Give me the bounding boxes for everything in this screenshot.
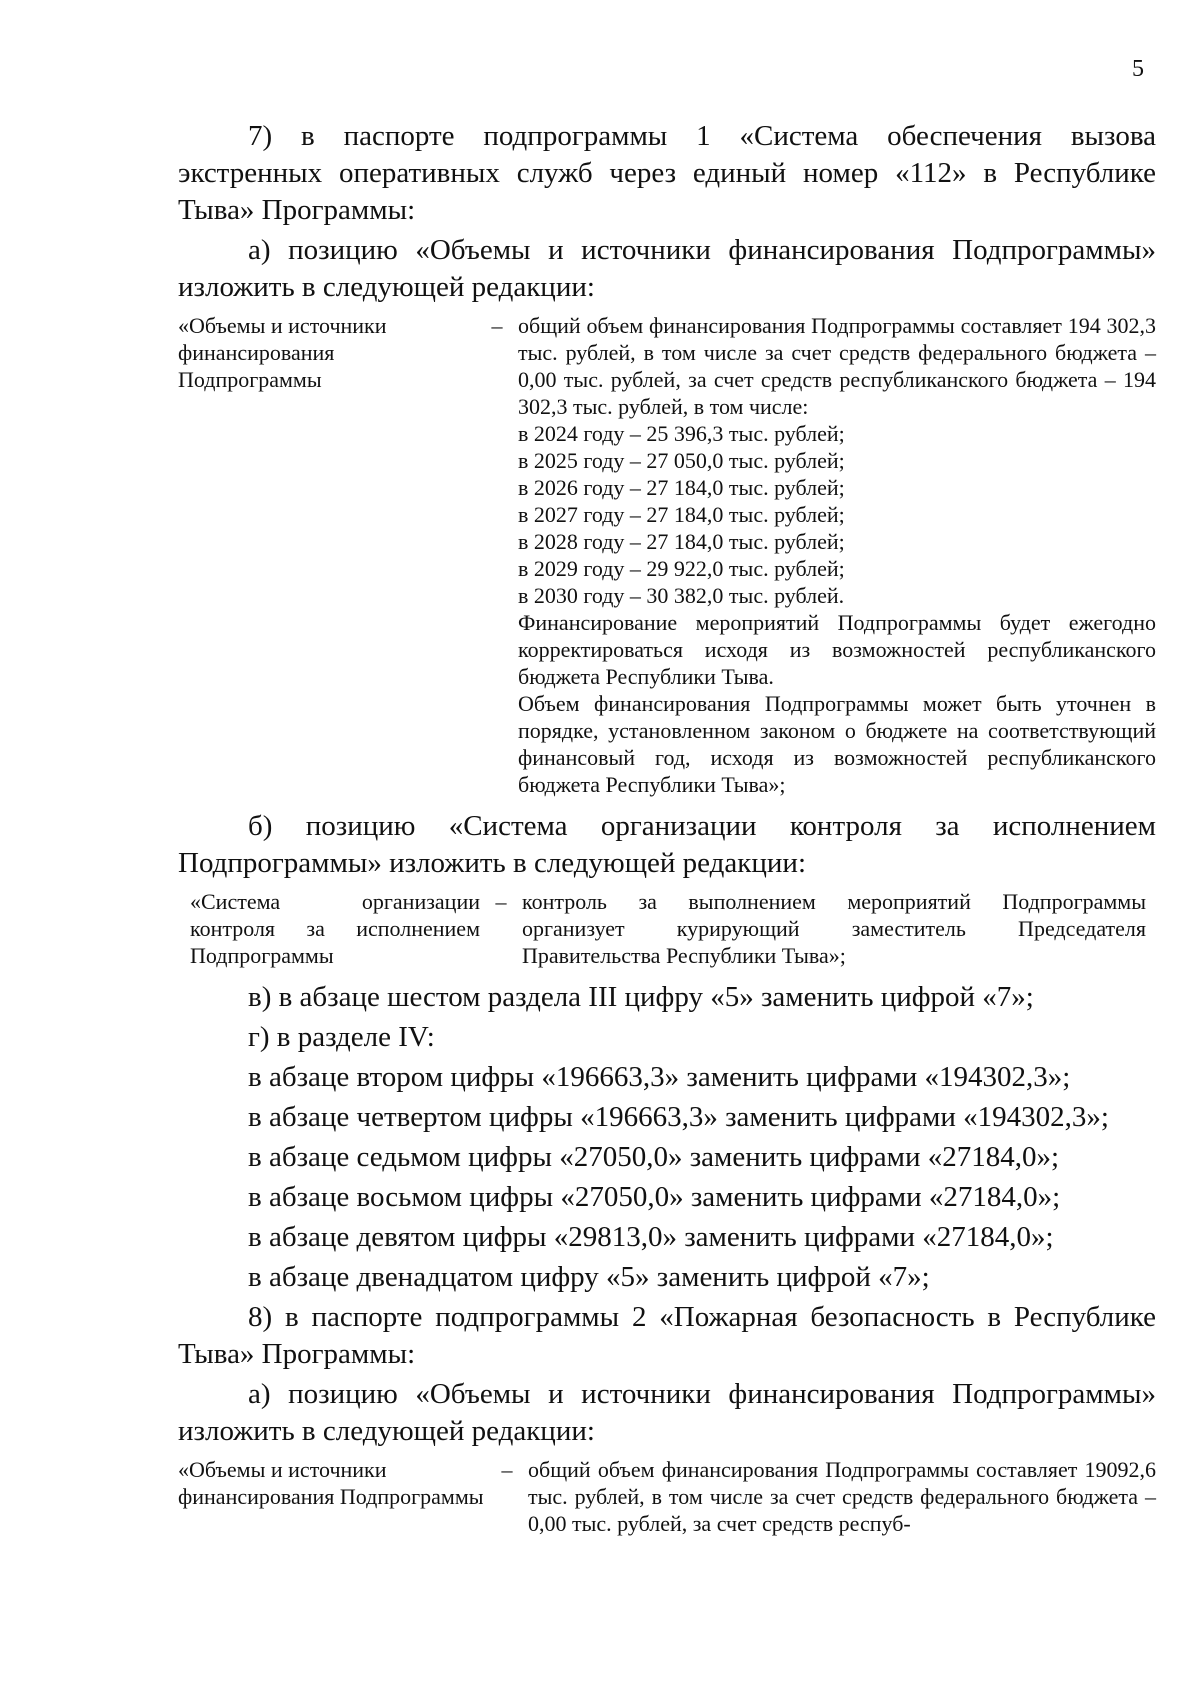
paragraph-amend-2: в абзаце втором цифры «196663,3» заменить цифрами «194302,3»; bbox=[248, 1061, 1071, 1093]
financing-year-2028: в 2028 году – 27 184,0 тыс. рублей; bbox=[518, 529, 845, 554]
paragraph-7v: в) в абзаце шестом раздела III цифру «5» заменить цифрой «7»; bbox=[248, 981, 1034, 1013]
financing-note-1: Финансирование мероприятий Подпрограммы будет ежегодно корректироваться исходя из возможностей республиканского бюджета Республики Тыва. bbox=[518, 610, 1156, 689]
table-label: «Объемы и источники финансирования Подпрограммы bbox=[178, 1457, 484, 1509]
financing-year-2025: в 2025 году – 27 050,0 тыс. рублей; bbox=[518, 448, 845, 473]
page-number: 5 bbox=[1132, 56, 1144, 82]
financing-table-subprogram-2 bbox=[178, 1456, 1156, 1537]
document-body bbox=[178, 118, 1156, 1547]
table-label: «Система организации контроля за исполнением Подпрограммы bbox=[190, 889, 480, 968]
paragraph-8a: а) позицию «Объемы и источники финансирования Подпрограммы» изложить в следующей редакции: bbox=[178, 1378, 1156, 1447]
table-value: общий объем финансирования Подпрограммы составляет 19092,6 тыс. рублей, в том числе за счет средств федерального бюджета – 0,00 тыс. рублей, за счет средств респуб- bbox=[528, 1457, 1156, 1536]
paragraph-amend-7: в абзаце седьмом цифры «27050,0» заменить цифрами «27184,0»; bbox=[248, 1141, 1060, 1173]
table-value: контроль за выполнением мероприятий Подпрограммы организует курирующий заместитель Председателя Правительства Республики Тыва»; bbox=[522, 889, 1146, 968]
table-label: «Объемы и источники финансирования Подпрограммы bbox=[178, 313, 387, 392]
table-dash: – bbox=[495, 889, 507, 914]
paragraph-7b: б) позицию «Система организации контроля за исполнением Подпрограммы» изложить в следующей редакции: bbox=[178, 810, 1156, 879]
paragraph-7: 7) в паспорте подпрограммы 1 «Система обеспечения вызова экстренных оперативных служб через единый номер «112» в Республике Тыва» Программы: bbox=[178, 120, 1156, 226]
paragraph-7g: г) в разделе IV: bbox=[248, 1021, 435, 1053]
paragraph-7a: а) позицию «Объемы и источники финансирования Подпрограммы» изложить в следующей редакции: bbox=[178, 234, 1156, 303]
financing-note-2: Объем финансирования Подпрограммы может быть уточнен в порядке, установленном законом о бюджете на соответствующий финансовый год, исходя из возможностей республиканского бюджета Республики Тыва»; bbox=[518, 691, 1156, 797]
control-system-table bbox=[190, 888, 1156, 969]
table-dash: – bbox=[491, 313, 503, 338]
paragraph-8: 8) в паспорте подпрограммы 2 «Пожарная безопасность в Республике Тыва» Программы: bbox=[178, 1301, 1156, 1370]
paragraph-amend-9: в абзаце девятом цифры «29813,0» заменить цифрами «27184,0»; bbox=[248, 1221, 1054, 1253]
financing-year-2024: в 2024 году – 25 396,3 тыс. рублей; bbox=[518, 421, 845, 446]
financing-year-2029: в 2029 году – 29 922,0 тыс. рублей; bbox=[518, 556, 845, 581]
financing-year-2027: в 2027 году – 27 184,0 тыс. рублей; bbox=[518, 502, 845, 527]
financing-year-2026: в 2026 году – 27 184,0 тыс. рублей; bbox=[518, 475, 845, 500]
table-dash: – bbox=[501, 1457, 513, 1482]
paragraph-amend-4: в абзаце четвертом цифры «196663,3» заменить цифрами «194302,3»; bbox=[248, 1101, 1109, 1133]
paragraph-amend-12: в абзаце двенадцатом цифру «5» заменить цифрой «7»; bbox=[248, 1261, 930, 1293]
financing-total: общий объем финансирования Подпрограммы составляет 194 302,3 тыс. рублей, в том числе за счет средств федерального бюджета – 0,00 тыс. рублей, за счет средств республиканского бюджета – 194 302,3 тыс. рублей, в том числе: bbox=[518, 313, 1156, 419]
paragraph-amend-8: в абзаце восьмом цифры «27050,0» заменить цифрами «27184,0»; bbox=[248, 1181, 1061, 1213]
financing-year-2030: в 2030 году – 30 382,0 тыс. рублей. bbox=[518, 583, 845, 608]
table-value bbox=[518, 312, 1156, 798]
financing-table-subprogram-1 bbox=[178, 312, 1156, 798]
